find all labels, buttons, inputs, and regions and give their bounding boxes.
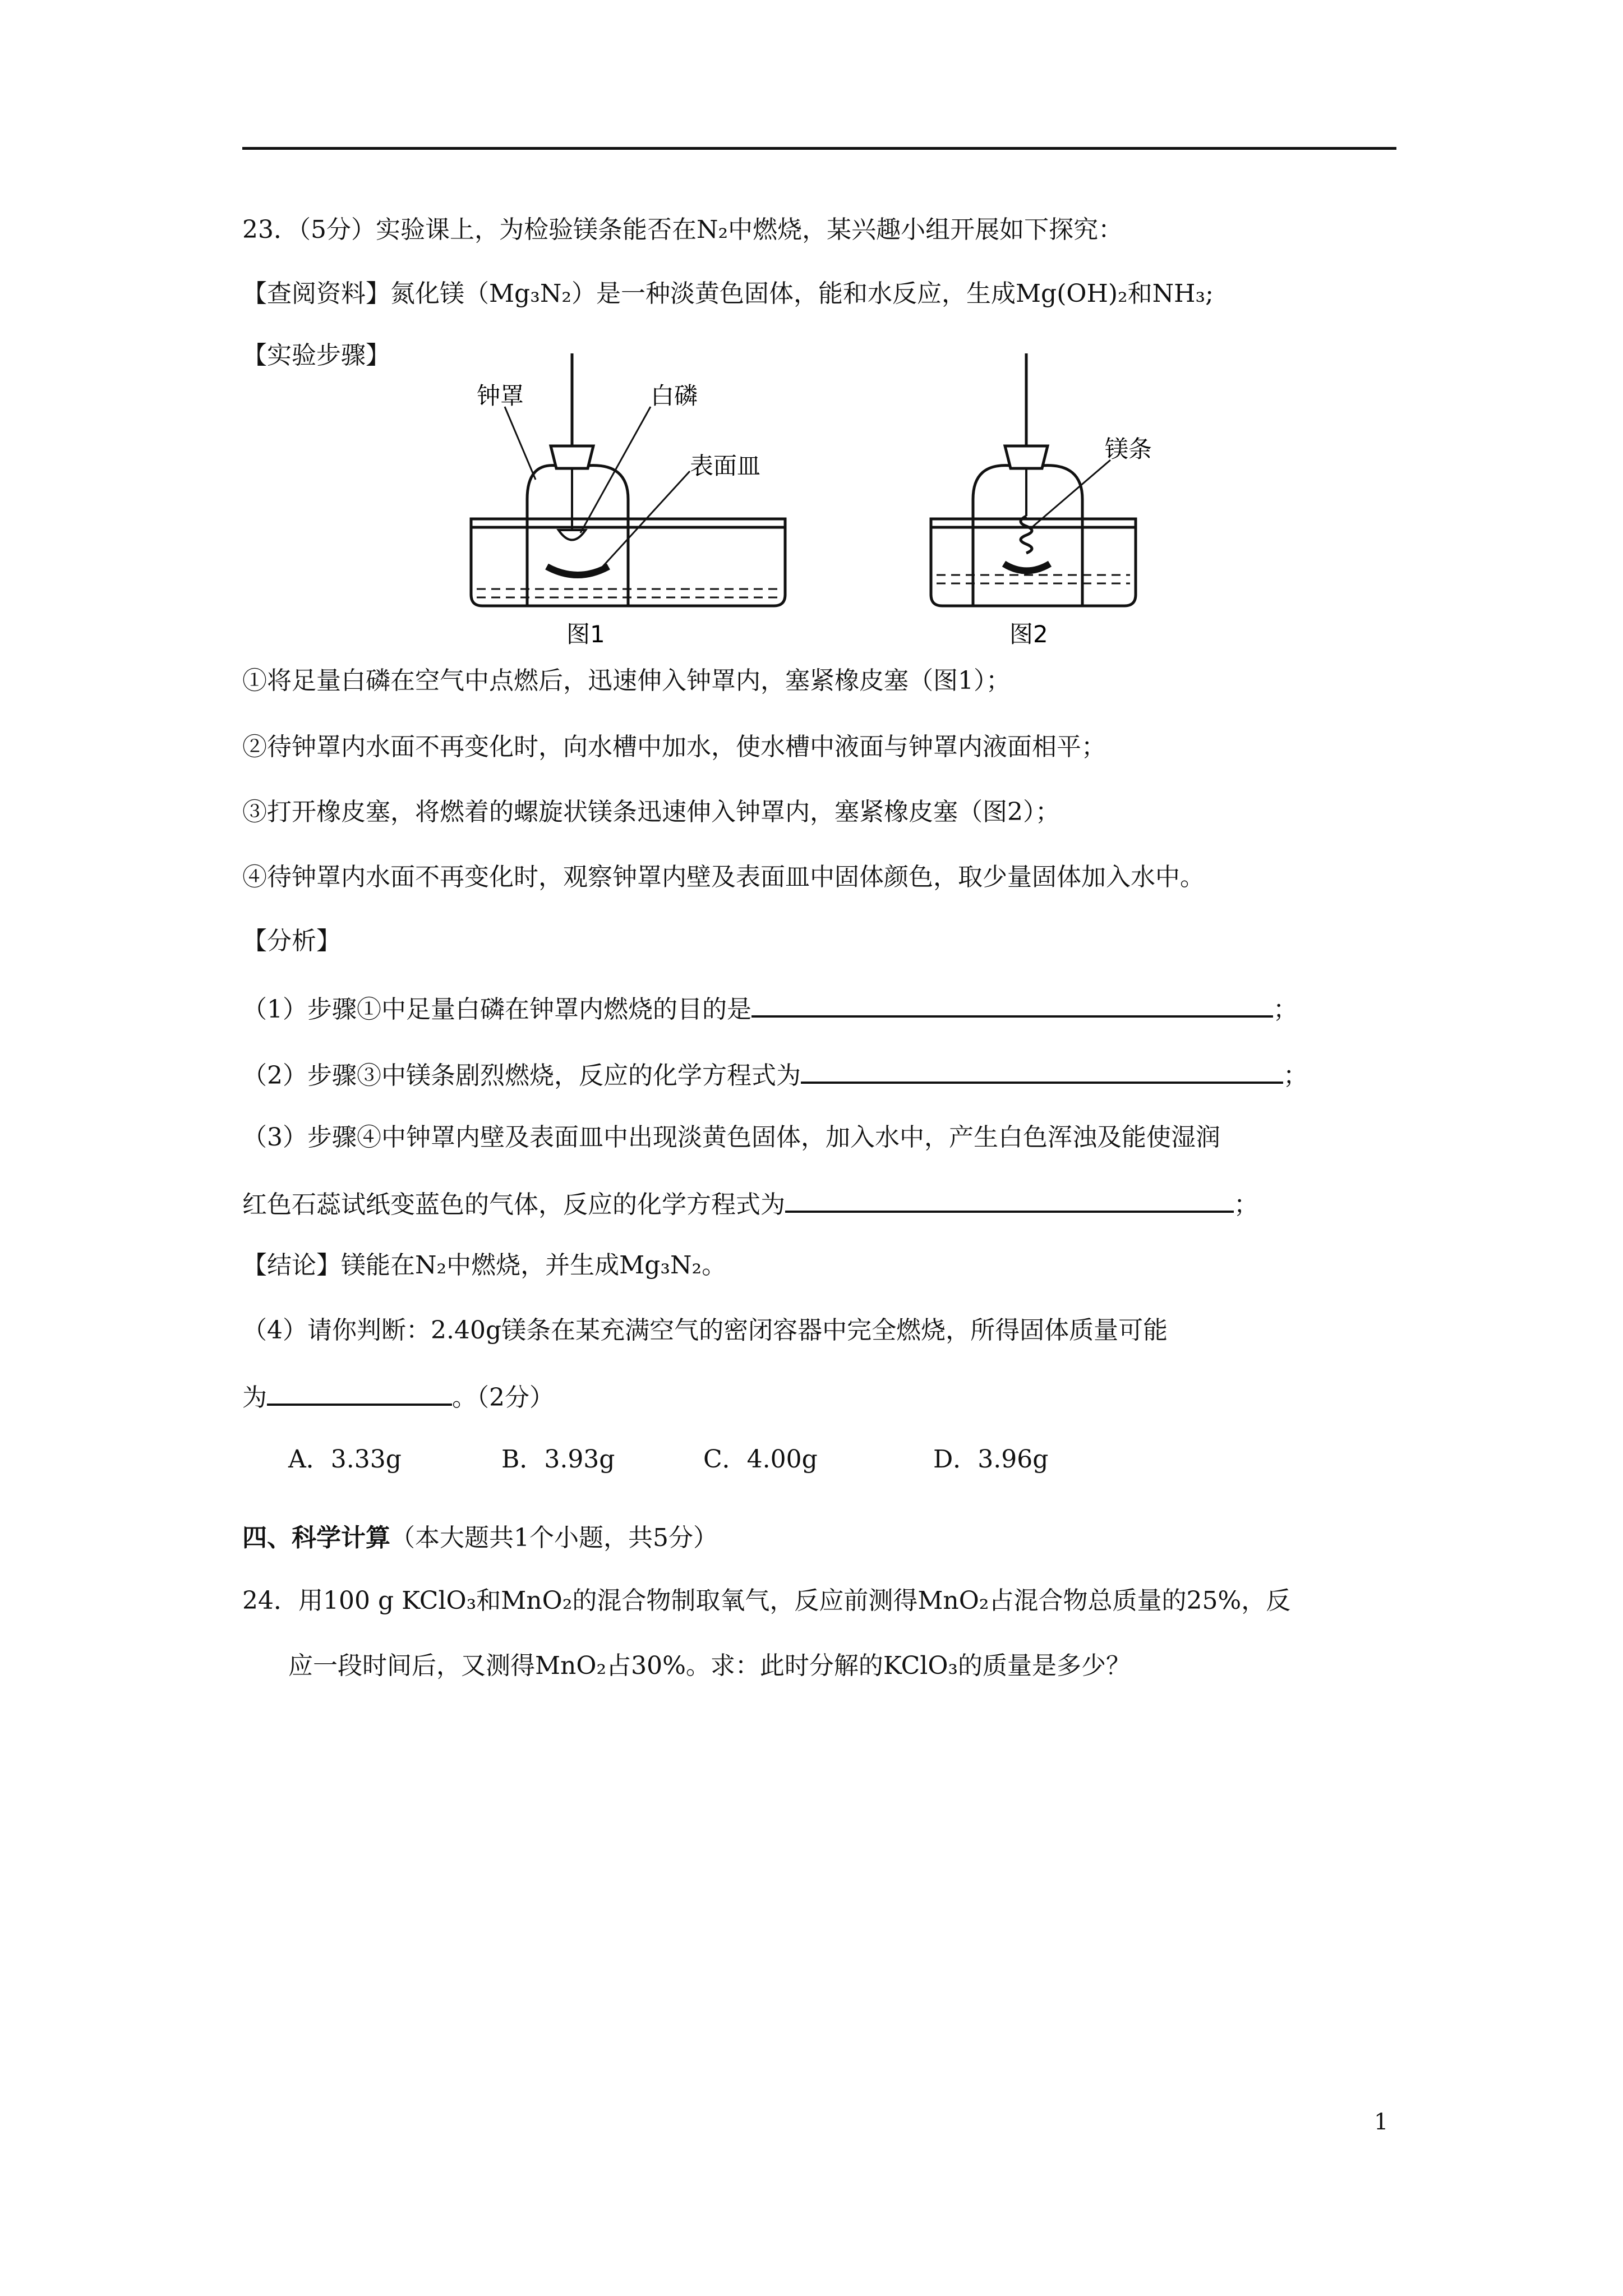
section-4-heading — [242, 1521, 718, 1555]
page-number: 1 — [1374, 2109, 1389, 2135]
analysis-3-text: 红色石蕊试纸变蓝色的气体，反应的化学方程式为 — [242, 1190, 785, 1219]
step-2: ②待钟罩内水面不再变化时，向水槽中加水，使水槽中液面与钟罩内液面相平； — [242, 733, 1106, 761]
analysis-1-text: （1）步骤①中足量白磷在钟罩内燃烧的目的是 — [242, 995, 751, 1024]
conclusion: 【结论】镁能在N₂中燃烧，并生成Mg₃N₂。 — [242, 1251, 727, 1280]
analysis-3-end: ； — [1234, 1190, 1258, 1219]
analysis-title: 【分析】 — [242, 927, 341, 955]
step-3: ③打开橡皮塞，将燃着的螺旋状镁条迅速伸入钟罩内，塞紧橡皮塞（图2）； — [242, 798, 1060, 826]
option-b[interactable]: B．3.93g — [501, 1445, 615, 1474]
figure-2 — [920, 348, 1155, 653]
analysis-2-text: （2）步骤③中镁条剧烈燃烧，反应的化学方程式为 — [242, 1061, 801, 1090]
q24-line1: 24．用100 g KClO₃和MnO₂的混合物制取氧气，反应前测得MnO₂占混合物总质量的25%，反 — [242, 1586, 1291, 1615]
analysis-1 — [242, 990, 1298, 1027]
fig1-caption: 图1 — [566, 620, 605, 648]
options-row — [288, 1443, 1048, 1476]
analysis-1-end: ； — [1273, 995, 1298, 1024]
header-rule — [242, 147, 1396, 150]
section-4-title: 四、科学计算 — [242, 1524, 390, 1552]
analysis-4-line1: （4）请你判断：2.40g镁条在某充满空气的密闭容器中完全燃烧，所得固体质量可能 — [242, 1316, 1168, 1345]
step-4: ④待钟罩内水面不再变化时，观察钟罩内壁及表面皿中固体颜色，取少量固体加入水中。 — [242, 863, 1205, 891]
step-1: ①将足量白磷在空气中点燃后，迅速伸入钟罩内，塞紧橡皮塞（图1）； — [242, 666, 1011, 695]
fig2-label-magnesium: 镁条 — [1105, 435, 1152, 463]
q23-reference-info: 【查阅资料】氮化镁（Mg₃N₂）是一种淡黄色固体，能和水反应，生成Mg(OH)₂和NH₃; — [242, 279, 1214, 308]
fig1-label-phosphorus: 白磷 — [651, 382, 698, 409]
analysis-2-end: ； — [1283, 1061, 1308, 1090]
fig1-label-dish: 表面皿 — [690, 452, 761, 480]
option-a[interactable]: A．3.33g — [288, 1445, 402, 1474]
fig2-caption: 图2 — [1009, 620, 1048, 648]
answer-blank-1[interactable] — [751, 990, 1273, 1018]
analysis-2 — [242, 1056, 1308, 1093]
option-c[interactable]: C．4.00g — [703, 1445, 818, 1474]
q24-line2: 应一段时间后，又测得MnO₂占30%。求：此时分解的KClO₃的质量是多少？ — [288, 1651, 1131, 1680]
section-4-subtitle: （本大题共1个小题，共5分） — [390, 1524, 718, 1552]
analysis-3-line2 — [242, 1185, 1258, 1222]
answer-blank-3[interactable] — [785, 1185, 1234, 1213]
fig1-label-bell: 钟罩 — [477, 382, 524, 409]
answer-blank-4[interactable] — [267, 1378, 452, 1406]
figure-1 — [460, 348, 808, 653]
analysis-4-line2 — [242, 1378, 554, 1415]
analysis-4-start: 为 — [242, 1383, 267, 1412]
q23-steps-title: 【实验步骤】 — [242, 341, 390, 370]
option-d[interactable]: D．3.96g — [933, 1445, 1049, 1474]
analysis-3-line1: （3）步骤④中钟罩内壁及表面皿中出现淡黄色固体，加入水中，产生白色浑浊及能使湿润 — [242, 1123, 1220, 1152]
answer-blank-2[interactable] — [801, 1056, 1283, 1084]
q23-header: 23．（5分）实验课上，为检验镁条能否在N₂中燃烧，某兴趣小组开展如下探究： — [242, 215, 1123, 244]
analysis-4-end: 。（2分） — [452, 1383, 554, 1412]
